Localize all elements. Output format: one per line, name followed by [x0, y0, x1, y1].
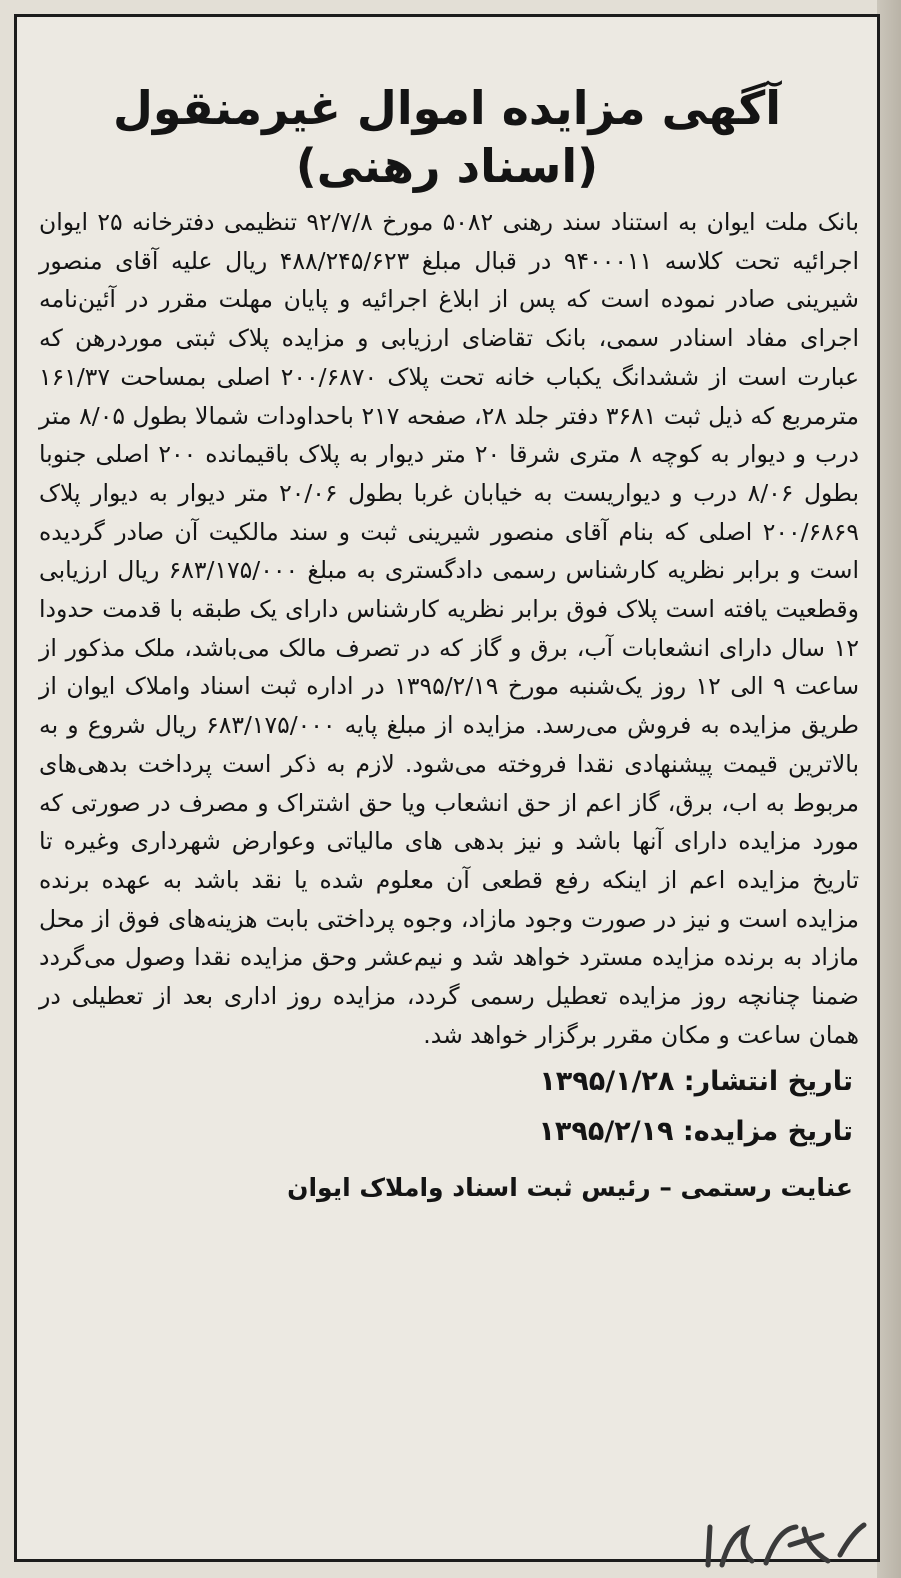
publish-date: تاریخ انتشار: ۱۳۹۵/۱/۲۸ [539, 1066, 853, 1098]
notice-body: بانک ملت ایوان به استناد سند رهنی ۵۰۸۲ مورخ ۹۲/۷/۸ تنظیمی دفترخانه ۲۵ ایوان اجرائیه تحت کلاسه ۹۴۰۰۰۱۱ در قبال مبلغ ۴۸۸/۲۴۵/۶۲۳ ریال علیه آقای منصور شیرینی صادر نموده است که پس از ابلاغ اجرائیه و پایان مهلت مقرر در آئین‌نامه اجرای مفاد اسنادر سمی، بانک تقاضای ارزیابی و مزایده پلاک ثبتی موردرهن که عبارت است از ششدانگ یکباب خانه تحت پلاک ۲۰۰/۶۸۷۰ اصلی بمساحت ۱۶۱/۳۷ مترمربع که ذیل ثبت ۳۶۸۱ دفتر جلد ۲۸، صفحه ۲۱۷ باحداودات شمالا بطول ۸/۰۵ متر درب و دیوار به کوچه ۸ متری شرقا ۲۰ متر دیوار به پلاک باقیمانده ۲۰۰ اصلی جنوبا بطول ۸/۰۶ درب و دیواریست به خیابان غربا بطول ۲۰/۰۶ متر دیوار به دیوار پلاک ۲۰۰/۶۸۶۹ اصلی که بنام آقای منصور شیرینی ثبت و سند مالکیت آن صادر گردیده است و برابر نظریه کارشناس رسمی دادگستری به مبلغ ۶۸۳/۱۷۵/۰۰۰ ریال ارزیابی وقطعیت یافته است پلاک فوق برابر نظریه کارشناس دارای یک طبقه با قدمت حدودا ۱۲ سال دارای انشعابات آب، برق و گاز که در تصرف مالک می‌باشد، ملک مذکور از ساعت ۹ الی ۱۲ روز یک‌شنبه مورخ ۱۳۹۵/۲/۱۹ در اداره ثبت اسناد واملاک ایوان از طریق مزایده به فروش می‌رسد. مزایده از مبلغ پایه ۶۸۳/۱۷۵/۰۰۰ ریال شروع و به بالاترین قیمت پیشنهادی نقدا فروخته می‌شود. لازم به ذکر است پرداخت بدهی‌های مربوط به اب، برق، گاز اعم از حق انشعاب ویا حق اشتراک و مصرف در صورتی که مورد مزایده دارای آنها باشد و نیز بدهی های مالیاتی وعوارض شهرداری وغیره تا تاریخ مزایده اعم از اینکه رفع قطعی آن معلوم شده یا نقد باشد به عهده برنده مزایده است و نیز در صورت وجود مازاد، وجوه پرداختی بابت هزینه‌های فوق از محل مازاد به برنده مزایده مسترد خواهد شد و نیم‌عشر وحق مزایده نقدا وصول می‌گردد ضمنا چنانچه روز مزایده تعطیل رسمی گردد، مزایده روز اداری بعد از تعطیلی در همان ساعت و مکان مقرر برگزار خواهد شد. [39, 208, 860, 1049]
signature-line: عنایت رستمی – رئیس ثبت اسناد واملاک ایوان [287, 1173, 853, 1203]
notice-title: آگهی مزایده اموال غیرمنقول [112, 81, 782, 135]
auction-notice-box [14, 14, 880, 1562]
auction-date: تاریخ مزایده: ۱۳۹۵/۲/۱۹ [538, 1116, 853, 1148]
adjacent-column-edge [877, 0, 901, 1578]
notice-subtitle: (اسناد رهنی) [295, 139, 599, 193]
